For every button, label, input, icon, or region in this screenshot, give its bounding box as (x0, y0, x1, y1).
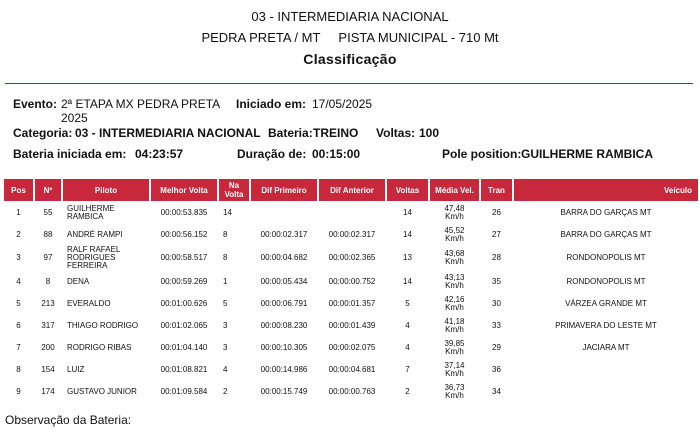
table-row (4, 359, 698, 380)
table-row (4, 271, 698, 292)
cell-voltas: 5 (405, 298, 410, 308)
header-divider (5, 83, 693, 84)
col-header-veiculo: Veículo (514, 179, 698, 201)
cell-tran: 30 (492, 298, 501, 308)
cell-piloto: GUSTAVO JUNIOR (67, 386, 137, 396)
cell-num: 213 (41, 298, 55, 308)
cell-voltas: 2 (405, 386, 410, 396)
col-header-melhor-volta: Melhor Volta (151, 179, 217, 201)
cell-pos: 4 (16, 276, 21, 286)
cell-media-vel: 42,16 Km/h (444, 294, 465, 312)
cell-pos: 9 (16, 386, 21, 396)
track-text: PISTA MUNICIPAL - 710 Mt (338, 30, 499, 45)
cell-na-volta: 14 (223, 207, 232, 217)
cell-pos: 2 (16, 229, 21, 239)
cell-num: 200 (41, 342, 55, 352)
cell-na-volta: 3 (223, 342, 228, 352)
cell-veiculo: JACIARA MT (582, 342, 630, 352)
cell-tran: 26 (492, 207, 501, 217)
cell-piloto: DENA (67, 276, 90, 286)
cell-melhor-volta: 00:01:08.821 (160, 364, 208, 374)
cell-pos: 6 (16, 320, 21, 330)
table-row (4, 293, 698, 314)
bateria-iniciada-label: Bateria iniciada em: (13, 147, 127, 161)
cell-piloto: RODRIGO RIBAS (67, 342, 132, 352)
categoria-value: 03 - INTERMEDIARIA NACIONAL (75, 126, 261, 140)
cell-veiculo: RONDONOPOLIS MT (566, 276, 646, 286)
event-category-heading: 03 - INTERMEDIARIA NACIONAL (251, 9, 449, 24)
cell-pos: 8 (16, 364, 21, 374)
evento-value: 2ª ETAPA MX PEDRA PRETA (61, 97, 221, 111)
iniciado-label: Iniciado em: (236, 97, 307, 111)
cell-melhor-volta: 00:00:58.517 (160, 253, 208, 262)
cell-dif-anterior: 00:00:02.365 (328, 253, 376, 262)
cell-piloto: ANDRÉ RAMPI (67, 229, 123, 239)
cell-voltas: 13 (403, 253, 412, 262)
cell-na-volta: 4 (223, 364, 228, 374)
categoria-label: Categoria: (13, 126, 73, 140)
cell-media-vel: 39,85 Km/h (444, 338, 465, 356)
cell-dif-anterior: 00:00:00.763 (328, 386, 376, 396)
cell-dif-anterior: 00:00:02.075 (328, 342, 376, 352)
cell-voltas: 4 (405, 342, 410, 352)
cell-voltas: 14 (403, 276, 412, 286)
voltas-label: Voltas: (376, 126, 416, 140)
cell-dif-anterior: 00:00:04.681 (328, 364, 376, 374)
cell-num: 97 (43, 253, 53, 262)
cell-piloto: GUILHERME RAMBICA (67, 203, 115, 221)
cell-media-vel: 43,13 Km/h (444, 272, 465, 290)
cell-dif-primeiro: 00:00:14.986 (260, 364, 308, 374)
cell-veiculo (514, 381, 698, 402)
cell-melhor-volta: 00:01:02.065 (160, 320, 208, 330)
cell-melhor-volta: 00:01:00.626 (160, 298, 208, 308)
cell-dif-primeiro: 00:00:08.230 (260, 320, 308, 330)
cell-media-vel: 37,14 Km/h (444, 360, 465, 378)
col-header-piloto: Piloto (63, 179, 149, 201)
cell-tran: 36 (492, 364, 501, 374)
cell-media-vel: 36,73 Km/h (444, 382, 465, 400)
cell-na-volta: 3 (223, 320, 228, 330)
col-header-dif-anterior: Dif Anterior (319, 179, 385, 201)
city-text: PEDRA PRETA / MT (201, 30, 321, 45)
cell-pos: 3 (16, 253, 21, 262)
classification-table (2, 178, 700, 403)
location-heading (0, 30, 700, 45)
cell-na-volta: 5 (223, 298, 228, 308)
page-title: Classificação (303, 51, 397, 67)
cell-voltas: 7 (405, 364, 410, 374)
iniciado-value: 17/05/2025 (312, 97, 373, 111)
pole-label: Pole position: (442, 147, 522, 161)
table-row (4, 337, 698, 358)
cell-dif-anterior (319, 202, 385, 223)
voltas-value: 100 (419, 126, 440, 140)
cell-dif-primeiro (251, 202, 317, 223)
cell-dif-primeiro: 00:00:05.434 (260, 276, 308, 286)
table-row (4, 246, 698, 270)
cell-dif-primeiro: 00:00:10.305 (260, 342, 308, 352)
cell-pos: 5 (16, 298, 21, 308)
cell-veiculo: RONDONOPOLIS MT (566, 253, 646, 262)
cell-pos: 1 (16, 207, 21, 217)
cell-piloto: EVERALDO (67, 298, 111, 308)
col-header-tran: Tran (481, 179, 512, 201)
table-row (4, 315, 698, 336)
cell-veiculo: BARRA DO GARÇAS MT (560, 229, 652, 239)
cell-voltas: 14 (403, 207, 412, 217)
cell-tran: 29 (492, 342, 501, 352)
evento-value-line2: 2025 (61, 111, 88, 125)
cell-pos: 7 (16, 342, 21, 352)
col-header-dif-primeiro: Dif Primeiro (251, 179, 317, 201)
cell-dif-anterior: 00:00:02.317 (328, 229, 376, 239)
cell-tran: 33 (492, 320, 501, 330)
cell-dif-primeiro: 00:00:06.791 (260, 298, 308, 308)
observacao-label: Observação da Bateria: (5, 413, 132, 427)
cell-veiculo: VÁRZEA GRANDE MT (565, 298, 647, 308)
cell-melhor-volta: 00:01:09.584 (160, 386, 208, 396)
col-header-na-volta: Na Volta (219, 179, 249, 201)
col-header-num: Nº (35, 179, 61, 201)
cell-dif-anterior: 00:00:01.439 (328, 320, 376, 330)
cell-num: 154 (41, 364, 55, 374)
cell-na-volta: 8 (223, 253, 228, 262)
cell-dif-anterior: 00:00:01.357 (328, 298, 376, 308)
pole-value: GUILHERME RAMBICA (521, 147, 653, 161)
cell-melhor-volta: 00:01:04.140 (160, 342, 208, 352)
col-header-voltas: Voltas (387, 179, 428, 201)
cell-num: 55 (43, 207, 53, 217)
cell-na-volta: 2 (223, 386, 228, 396)
table-row (4, 381, 698, 402)
cell-num: 8 (45, 276, 51, 286)
cell-dif-primeiro: 00:00:04.682 (260, 253, 308, 262)
cell-melhor-volta: 00:00:53.835 (160, 207, 208, 217)
cell-melhor-volta: 00:00:56.152 (160, 229, 208, 239)
cell-dif-primeiro: 00:00:02.317 (260, 229, 308, 239)
cell-veiculo (514, 359, 698, 380)
cell-media-vel: 41,18 Km/h (444, 316, 465, 334)
cell-tran: 27 (492, 229, 501, 239)
table-row (4, 224, 698, 245)
cell-dif-anterior: 00:00:00.752 (328, 276, 376, 286)
bateria-value: TREINO (313, 126, 359, 140)
cell-veiculo: BARRA DO GARÇAS MT (560, 207, 652, 217)
col-header-pos: Pos (4, 179, 33, 201)
cell-piloto: RALF RAFAEL RODRIGUES FERREIRA (67, 245, 121, 270)
cell-piloto: THIAGO RODRIGO (67, 320, 139, 330)
cell-melhor-volta: 00:00:59.269 (160, 276, 208, 286)
bateria-iniciada-value: 04:23:57 (135, 147, 184, 161)
cell-tran: 28 (492, 253, 501, 262)
cell-piloto: LUIZ (67, 364, 85, 374)
duracao-value: 00:15:00 (312, 147, 361, 161)
cell-tran: 34 (492, 386, 501, 396)
cell-media-vel: 43,68 Km/h (444, 249, 465, 266)
cell-tran: 35 (492, 276, 501, 286)
cell-num: 88 (43, 229, 53, 239)
table-row (4, 202, 698, 223)
cell-na-volta: 1 (223, 276, 228, 286)
cell-veiculo: PRIMAVERA DO LESTE MT (555, 320, 657, 330)
cell-media-vel: 47,48 Km/h (444, 203, 465, 221)
cell-voltas: 14 (403, 229, 412, 239)
cell-voltas: 4 (405, 320, 410, 330)
cell-dif-primeiro: 00:00:15.749 (260, 386, 308, 396)
cell-num: 317 (41, 320, 55, 330)
bateria-label: Bateria: (268, 126, 313, 140)
col-header-media-vel: Média Vel. (430, 179, 479, 201)
cell-media-vel: 45,52 Km/h (444, 225, 465, 243)
cell-num: 174 (41, 386, 55, 396)
table-header-row (4, 179, 698, 201)
evento-label: Evento: (13, 97, 58, 111)
duracao-label: Duração de: (237, 147, 307, 161)
cell-na-volta: 8 (223, 229, 228, 239)
